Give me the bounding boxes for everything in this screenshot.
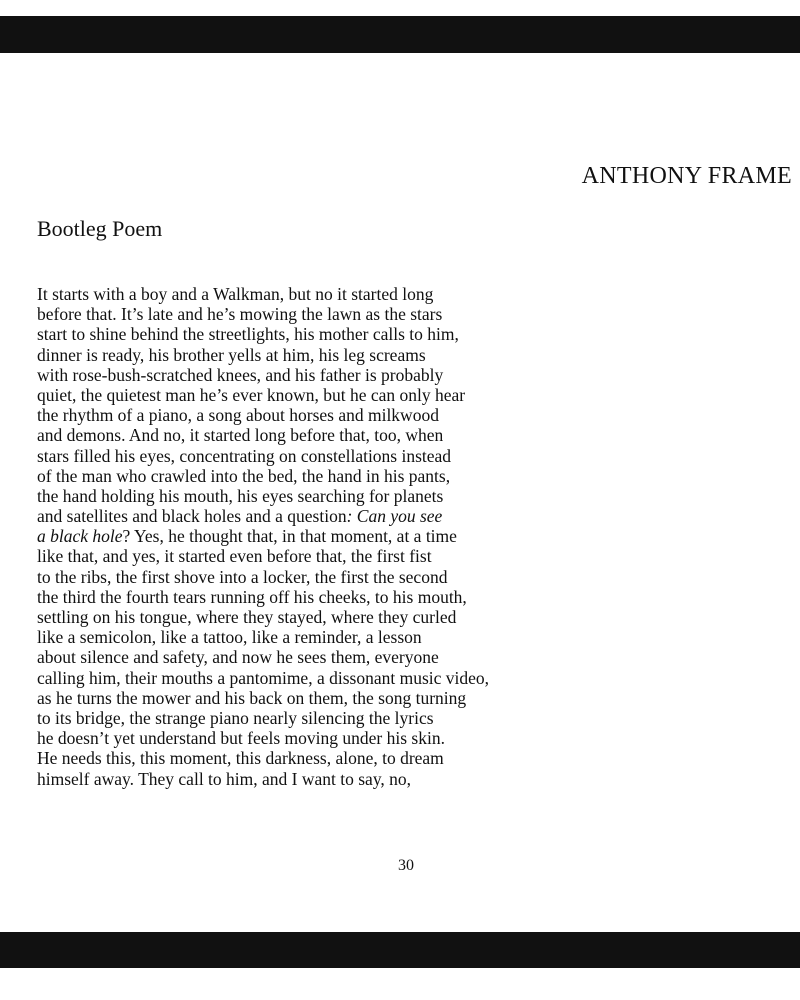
poem-line: before that. It’s late and he’s mowing the lawn as the stars	[37, 304, 443, 325]
poem-italic-text: : Can you see	[346, 506, 443, 527]
poem-line: It starts with a boy and a Walkman, but no it started long	[37, 284, 434, 304]
poem-line: quiet, the quietest man he’s ever known, but he can only hear	[37, 384, 466, 405]
poem-line: start to shine behind the streetlights, his mother calls to him,	[37, 324, 459, 345]
author-name: ANTHONY FRAME	[581, 163, 792, 189]
poem-body	[37, 284, 777, 789]
page-number: 30	[398, 857, 414, 874]
poem-line: with rose-bush-scratched knees, and his father is probably	[37, 364, 444, 385]
poem-line	[37, 506, 777, 526]
poem-italic-text: a black hole	[37, 526, 123, 547]
poem-line: like that, and yes, it started even before that, the first fist	[37, 546, 432, 567]
poem-line: to its bridge, the strange piano nearly silencing the lyrics	[37, 707, 434, 728]
poem-title: Bootleg Poem	[37, 216, 163, 241]
poem-line: settling on his tongue, where they stayed, where they curled	[37, 607, 457, 627]
poem-line: calling him, their mouths a pantomime, a dissonant music video,	[37, 667, 490, 688]
poem-line: about silence and safety, and now he sees them, everyone	[37, 647, 439, 668]
poem-line: of the man who crawled into the bed, the hand in his pants,	[37, 465, 451, 486]
poem-line: stars filled his eyes, concentrating on constellations instead	[37, 445, 452, 466]
poem-line: as he turns the mower and his back on them, the song turning	[37, 687, 467, 708]
poem-line: the third the fourth tears running off his cheeks, to his mouth,	[37, 586, 467, 607]
poem-line: he doesn’t yet understand but feels moving under his skin.	[37, 728, 445, 749]
poem-line	[37, 526, 777, 546]
poem-line: himself away. They call to him, and I want to say, no,	[37, 768, 412, 789]
poem-line: the rhythm of a piano, a song about horses and milkwood	[37, 405, 439, 426]
poem-line: and demons. And no, it started long before that, too, when	[37, 425, 444, 446]
top-black-bar	[0, 16, 800, 53]
poem-text: and satellites and black holes and a question	[37, 506, 347, 527]
poem-line: dinner is ready, his brother yells at him, his leg screams	[37, 344, 426, 365]
poem-line: like a semicolon, like a tattoo, like a reminder, a lesson	[37, 627, 422, 648]
poem-text: ? Yes, he thought that, in that moment, at a time	[122, 526, 457, 547]
poem-line: to the ribs, the first shove into a locker, the first the second	[37, 566, 448, 587]
poem-line: the hand holding his mouth, his eyes searching for planets	[37, 485, 444, 506]
poem-line: He needs this, this moment, this darkness, alone, to dream	[37, 748, 444, 769]
bottom-black-bar	[0, 932, 800, 968]
